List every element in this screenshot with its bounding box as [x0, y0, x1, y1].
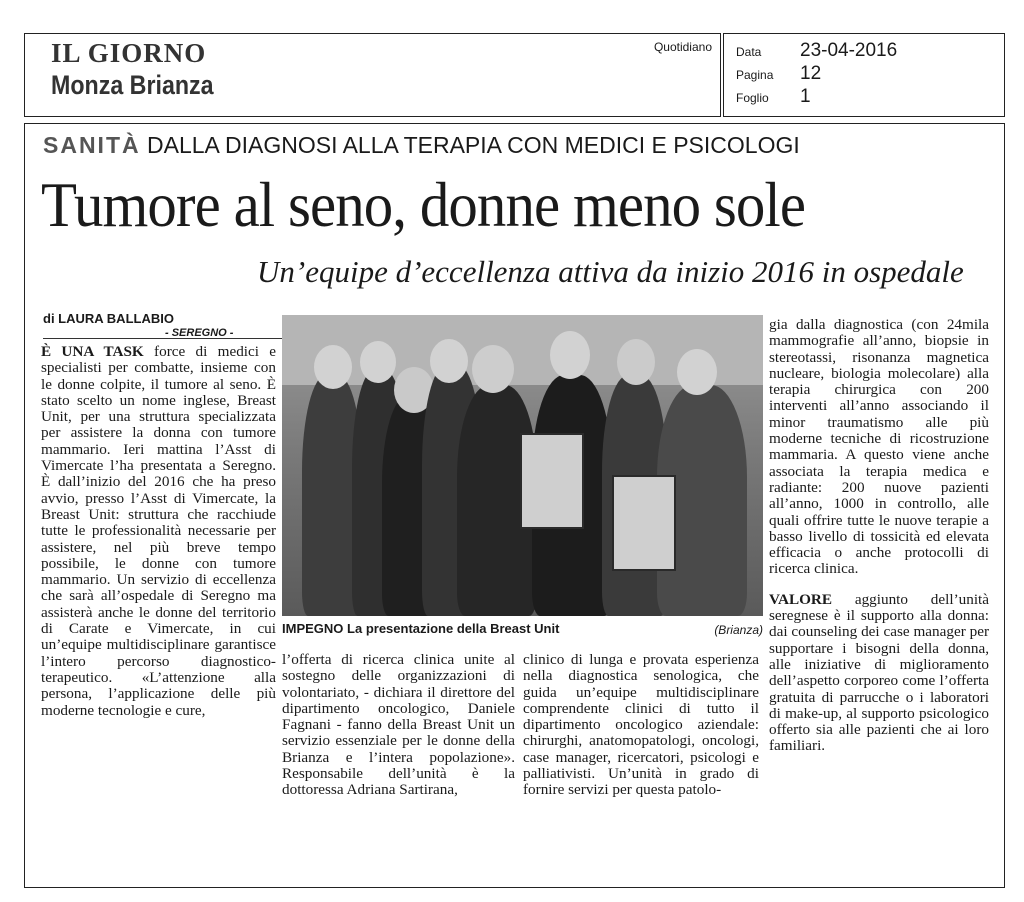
- meta-sheet-row: [736, 86, 811, 108]
- photo-poster-left: [520, 433, 584, 529]
- caption-tag: IMPEGNO: [282, 621, 344, 636]
- lead-word: È UNA TASK: [41, 343, 144, 360]
- caption-text: La presentazione della Breast Unit: [347, 621, 560, 636]
- article-column-4: [769, 317, 989, 755]
- photo-poster-right: [612, 475, 676, 571]
- meta-page-row: [736, 63, 821, 85]
- lead-word-valore: VALORE: [769, 590, 833, 608]
- page-label: Pagina: [736, 68, 774, 82]
- newspaper-edition: Monza Brianza: [51, 70, 214, 100]
- photo-caption: [282, 621, 763, 636]
- article: [24, 123, 1005, 888]
- article-column-1: [41, 344, 276, 719]
- clipping-meta: [723, 33, 1005, 117]
- article-column-2: [282, 652, 515, 799]
- column-3-text: clinico di lunga e provata esperienza nella diagnostica senologica, che guida un’equipe multidisciplinare comprendente clinici di tutto il dipartimento oncologico aziendale: chirurghi, anatomopatologi, oncologi, case manager, ricercatori, psicologi e palliativisti. Un’unità in grado di fornire servizi per questa patolo-: [523, 651, 759, 799]
- column-4-text-a: gia dalla diagnostica (con 24mila mammografie all’anno, biopsie in stereotassi, risonanza magnetica nucleare, biologia molecolare) alla terapia chirurgica con 200 interventi all’anno associando il minor traumatismo alle più moderne tecniche di ricostruzione mammaria. A questo viene anche associata la terapia medica e radiante: 200 nuove pazienti all’anno, 1000 in controllo, alle quali offrire tutte le nuove terapie a basso livello di tossicità ed elevata efficacia o anche protocolli di ricerca clinica.: [769, 316, 989, 578]
- article-photo: [282, 315, 763, 616]
- masthead: [24, 33, 721, 117]
- byline-rule: [43, 338, 283, 339]
- column-4-text-b: aggiunto dell’unità seregnese è il supporto alla donna: dai counseling dei case manager per supportare i bisogni della donna, alle iniziative di miglioramento dell’aspetto corporeo come l’offerta gratuita di parrucche o i laboratori di make-up, al supporto psicologico offerto sia alle pazienti che ai loro familiari.: [769, 590, 989, 755]
- kicker-tag: SANITÀ: [43, 132, 141, 158]
- periodicity-label: Quotidiano: [653, 40, 712, 54]
- caption-credit: (Brianza): [714, 623, 763, 637]
- article-column-3: [523, 652, 759, 799]
- date-label: Data: [736, 45, 762, 59]
- column-1-text: force di medici e specialisti per combatte, insieme con le donne colpite, il tumore al seno. È stato scelto un nome inglese, Breast Unit, per una struttura specializzata per assistere la donna con tumore mammario. Ieri mattina l’Asst di Vimercate l’ha presentata a Seregno. È dall’inizio del 2016 che ha preso avvio, presso l’Asst di Vimercate, la Breast Unit: struttura che racchiude tutte le professionalità necessarie per assistere, nel più breve tempo possibile, le donne con tumore mammario. Un servizio di eccellenza che sarà all’ospedale di Seregno ma assisterà anche le donne del territorio di Carate e Vimercate, in cui un’equipe multidisciplinare garantisce l’intero percorso diagnostico-terapeutico. «L’attenzione alla persona, l’applicazione delle più moderne tecnologie e cure,: [41, 343, 277, 719]
- subheadline: Un’equipe d’eccellenza attiva da inizio 2016 in ospedale: [257, 254, 964, 289]
- sheet-label: Foglio: [736, 91, 769, 105]
- date-value: 23-04-2016: [800, 40, 898, 61]
- kicker: [43, 132, 800, 159]
- kicker-text: DALLA DIAGNOSI ALLA TERAPIA CON MEDICI E PSICOLOGI: [147, 132, 800, 158]
- newspaper-name: IL GIORNO: [51, 38, 207, 68]
- dateline: - SEREGNO -: [165, 327, 234, 339]
- byline: di LAURA BALLABIO: [43, 311, 174, 326]
- page-value: 12: [800, 63, 822, 84]
- headline: Tumore al seno, donne meno sole: [41, 169, 806, 240]
- meta-date-row: [736, 40, 897, 62]
- sheet-value: 1: [800, 86, 811, 107]
- column-2-text: l’offerta di ricerca clinica unite al sostegno delle organizzazioni di volontariato, - dichiara il direttore del dipartimento oncologico, Daniele Fagnani - fanno della Breast Unit un servizio essenziale per le donne della Brianza e l’intera popolazione». Responsabile dell’unità è la dottoressa Adriana Sartirana,: [282, 651, 515, 799]
